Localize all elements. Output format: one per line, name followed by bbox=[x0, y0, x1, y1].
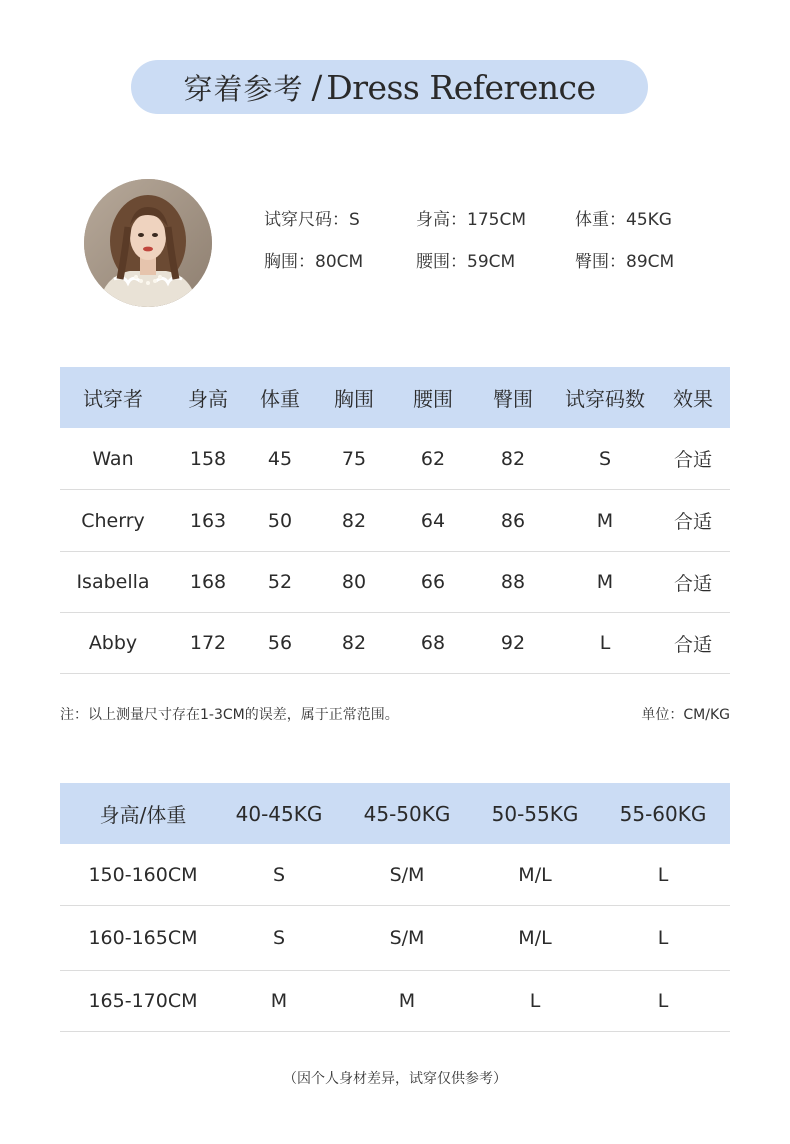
cell-height: 172 bbox=[189, 632, 227, 654]
table-row bbox=[60, 613, 730, 674]
cell-bust: 82 bbox=[341, 509, 367, 532]
header-height-weight: 身高/体重 bbox=[99, 803, 187, 827]
cell-size: L bbox=[657, 863, 669, 886]
table-row bbox=[60, 490, 730, 552]
size-table-header bbox=[60, 783, 730, 844]
cell-tester: Cherry bbox=[81, 509, 145, 532]
title-english: Dress Reference bbox=[326, 67, 596, 107]
cell-weight: 56 bbox=[267, 632, 293, 654]
header-try-size: 试穿码数 bbox=[565, 387, 645, 411]
cell-effect: 合适 bbox=[673, 633, 712, 656]
cell-weight: 45 bbox=[267, 447, 293, 470]
measurement-note: 注：以上测量尺寸存在1-3CM的误差，属于正常范围。 bbox=[60, 707, 399, 723]
header-hip: 臀围 bbox=[493, 387, 533, 411]
cell-size: M/L bbox=[518, 927, 552, 949]
cell-hip: 82 bbox=[500, 447, 526, 470]
model-avatar bbox=[84, 179, 212, 307]
cell-try-size: M bbox=[596, 509, 614, 532]
header-weight: 体重 bbox=[260, 387, 300, 411]
header-weight-range: 55-60KG bbox=[619, 801, 707, 826]
cell-size: L bbox=[657, 927, 669, 949]
cell-weight: 50 bbox=[267, 509, 293, 532]
header-bust: 胸围 bbox=[334, 387, 374, 411]
model-hip: 臀围：89CM bbox=[575, 252, 675, 272]
table-row bbox=[60, 971, 730, 1032]
header-waist: 腰围 bbox=[413, 387, 453, 411]
cell-effect: 合适 bbox=[673, 572, 712, 595]
unit-note: 单位：CM/KG bbox=[641, 707, 730, 723]
cell-size: S bbox=[272, 863, 286, 886]
cell-size: M/L bbox=[518, 863, 552, 886]
cell-size: M bbox=[270, 990, 288, 1012]
model-portrait-image bbox=[84, 179, 212, 307]
title-chinese: 穿着参考 bbox=[183, 71, 304, 106]
footer-disclaimer: （因个人身材差异，试穿仅供参考） bbox=[283, 1071, 507, 1087]
cell-size: S/M bbox=[389, 863, 425, 886]
cell-waist: 66 bbox=[420, 571, 446, 593]
cell-hip: 92 bbox=[500, 632, 526, 654]
cell-height: 168 bbox=[189, 571, 227, 593]
model-bust: 胸围：80CM bbox=[264, 252, 364, 272]
header-tester: 试穿者 bbox=[83, 387, 143, 411]
model-try-size: 试穿尺码：S bbox=[264, 210, 360, 230]
cell-try-size: M bbox=[596, 571, 614, 593]
cell-height-range: 165-170CM bbox=[88, 990, 198, 1012]
cell-waist: 68 bbox=[420, 632, 446, 654]
model-weight: 体重：45KG bbox=[575, 210, 672, 230]
model-waist: 腰围：59CM bbox=[416, 252, 516, 272]
cell-effect: 合适 bbox=[673, 449, 712, 471]
cell-try-size: L bbox=[599, 632, 611, 654]
cell-height-range: 150-160CM bbox=[88, 863, 198, 886]
cell-hip: 88 bbox=[500, 571, 526, 593]
cell-try-size: S bbox=[598, 447, 612, 470]
cell-height: 158 bbox=[189, 447, 227, 470]
table-row bbox=[60, 844, 730, 906]
table-row bbox=[60, 906, 730, 971]
cell-bust: 82 bbox=[341, 632, 367, 654]
table-row bbox=[60, 552, 730, 613]
header-weight-range: 45-50KG bbox=[363, 801, 451, 826]
fit-table-header bbox=[60, 367, 730, 428]
header-weight-range: 40-45KG bbox=[235, 801, 323, 826]
cell-effect: 合适 bbox=[673, 511, 712, 533]
cell-size: S/M bbox=[389, 927, 425, 949]
cell-bust: 80 bbox=[341, 571, 367, 593]
fit-table bbox=[60, 367, 730, 674]
model-height: 身高：175CM bbox=[416, 210, 526, 230]
cell-weight: 52 bbox=[267, 571, 293, 593]
cell-size: L bbox=[657, 990, 669, 1012]
cell-size: S bbox=[272, 927, 286, 949]
cell-height: 163 bbox=[189, 509, 227, 532]
cell-height-range: 160-165CM bbox=[88, 927, 198, 949]
size-table bbox=[60, 783, 730, 1032]
table-row bbox=[60, 428, 730, 490]
header-weight-range: 50-55KG bbox=[491, 801, 579, 826]
title-banner bbox=[131, 60, 648, 114]
cell-bust: 75 bbox=[341, 447, 367, 470]
cell-size: L bbox=[529, 990, 541, 1012]
cell-tester: Wan bbox=[92, 447, 134, 470]
cell-waist: 64 bbox=[420, 509, 446, 532]
cell-tester: Abby bbox=[88, 632, 138, 654]
cell-tester: Isabella bbox=[76, 571, 150, 593]
header-effect: 效果 bbox=[673, 387, 713, 411]
cell-size: M bbox=[398, 990, 416, 1012]
cell-hip: 86 bbox=[500, 509, 526, 532]
header-height: 身高 bbox=[188, 387, 228, 411]
title-separator: / bbox=[311, 68, 323, 106]
cell-waist: 62 bbox=[420, 447, 446, 470]
